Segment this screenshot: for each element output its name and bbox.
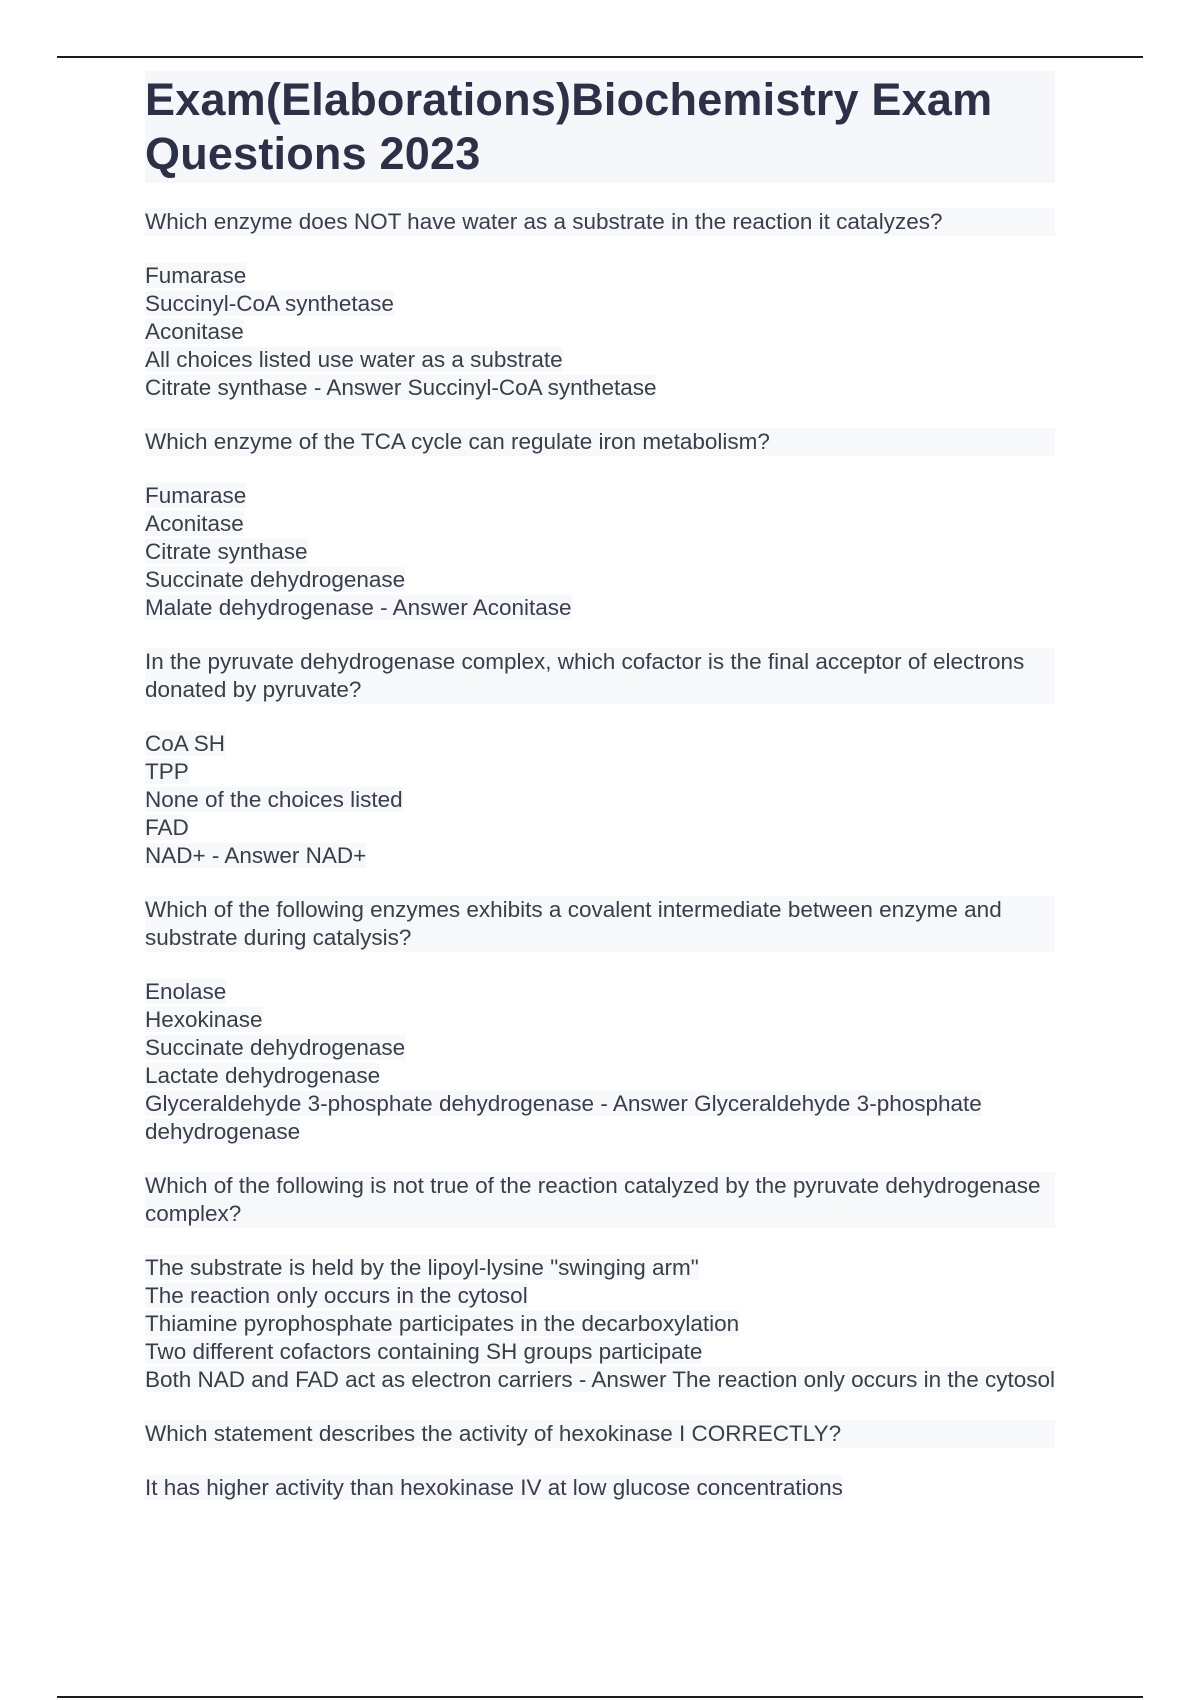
option-with-answer: Both NAD and FAD act as electron carriers - Answer The reaction only occurs in the cytosol bbox=[145, 1367, 1055, 1392]
question-block-3 bbox=[145, 648, 1055, 870]
options-list bbox=[145, 730, 1055, 870]
question-text: Which enzyme of the TCA cycle can regulate iron metabolism? bbox=[145, 428, 1055, 456]
options-list bbox=[145, 482, 1055, 622]
question bbox=[145, 1172, 1055, 1228]
question-text: Which enzyme does NOT have water as a substrate in the reaction it catalyzes? bbox=[145, 208, 1055, 236]
question bbox=[145, 1420, 1055, 1448]
option: Succinate dehydrogenase bbox=[145, 1035, 406, 1060]
option: Two different cofactors containing SH groups participate bbox=[145, 1339, 703, 1364]
document-body bbox=[145, 71, 1055, 1528]
option: Enolase bbox=[145, 979, 227, 1004]
question-block-2 bbox=[145, 428, 1055, 622]
question bbox=[145, 208, 1055, 236]
question-text: Which statement describes the activity of hexokinase I CORRECTLY? bbox=[145, 1420, 1055, 1448]
question-block-1 bbox=[145, 208, 1055, 402]
question bbox=[145, 428, 1055, 456]
question-text: Which of the following enzymes exhibits a covalent intermediate between enzyme and substrate during catalysis? bbox=[145, 896, 1055, 952]
option-with-answer: NAD+ - Answer NAD+ bbox=[145, 843, 367, 868]
option-with-answer: Citrate synthase - Answer Succinyl-CoA synthetase bbox=[145, 375, 657, 400]
document-title: Exam(Elaborations)Biochemistry Exam Questions 2023 bbox=[145, 74, 993, 179]
question bbox=[145, 648, 1055, 704]
option: TPP bbox=[145, 759, 189, 784]
option: All choices listed use water as a substrate bbox=[145, 347, 563, 372]
question-block-5 bbox=[145, 1172, 1055, 1394]
bottom-rule bbox=[57, 1696, 1143, 1698]
question-text: In the pyruvate dehydrogenase complex, which cofactor is the final acceptor of electrons donated by pyruvate? bbox=[145, 648, 1055, 704]
option: The substrate is held by the lipoyl-lysine "swinging arm" bbox=[145, 1255, 699, 1280]
option: Aconitase bbox=[145, 319, 244, 344]
question-text: Which of the following is not true of the reaction catalyzed by the pyruvate dehydrogenase complex? bbox=[145, 1172, 1055, 1228]
option: Aconitase bbox=[145, 511, 244, 536]
option-with-answer: Malate dehydrogenase - Answer Aconitase bbox=[145, 595, 572, 620]
option: It has higher activity than hexokinase IV at low glucose concentrations bbox=[145, 1475, 843, 1500]
question-block-4 bbox=[145, 896, 1055, 1146]
option: Thiamine pyrophosphate participates in the decarboxylation bbox=[145, 1311, 740, 1336]
option: Fumarase bbox=[145, 263, 247, 288]
title-block bbox=[145, 71, 1055, 183]
options-list bbox=[145, 1474, 1055, 1502]
top-rule bbox=[57, 56, 1143, 58]
question-block-6 bbox=[145, 1420, 1055, 1502]
option: CoA SH bbox=[145, 731, 226, 756]
option: Citrate synthase bbox=[145, 539, 308, 564]
option: None of the choices listed bbox=[145, 787, 403, 812]
option-with-answer: Glyceraldehyde 3-phosphate dehydrogenase - Answer Glyceraldehyde 3-phosphate dehydrogenase bbox=[145, 1091, 982, 1144]
options-list bbox=[145, 978, 1055, 1146]
question bbox=[145, 896, 1055, 952]
option: FAD bbox=[145, 815, 189, 840]
option: Lactate dehydrogenase bbox=[145, 1063, 381, 1088]
option: Succinate dehydrogenase bbox=[145, 567, 406, 592]
option: Hexokinase bbox=[145, 1007, 263, 1032]
option: Fumarase bbox=[145, 483, 247, 508]
option: Succinyl-CoA synthetase bbox=[145, 291, 394, 316]
options-list bbox=[145, 1254, 1055, 1394]
options-list bbox=[145, 262, 1055, 402]
option: The reaction only occurs in the cytosol bbox=[145, 1283, 528, 1308]
